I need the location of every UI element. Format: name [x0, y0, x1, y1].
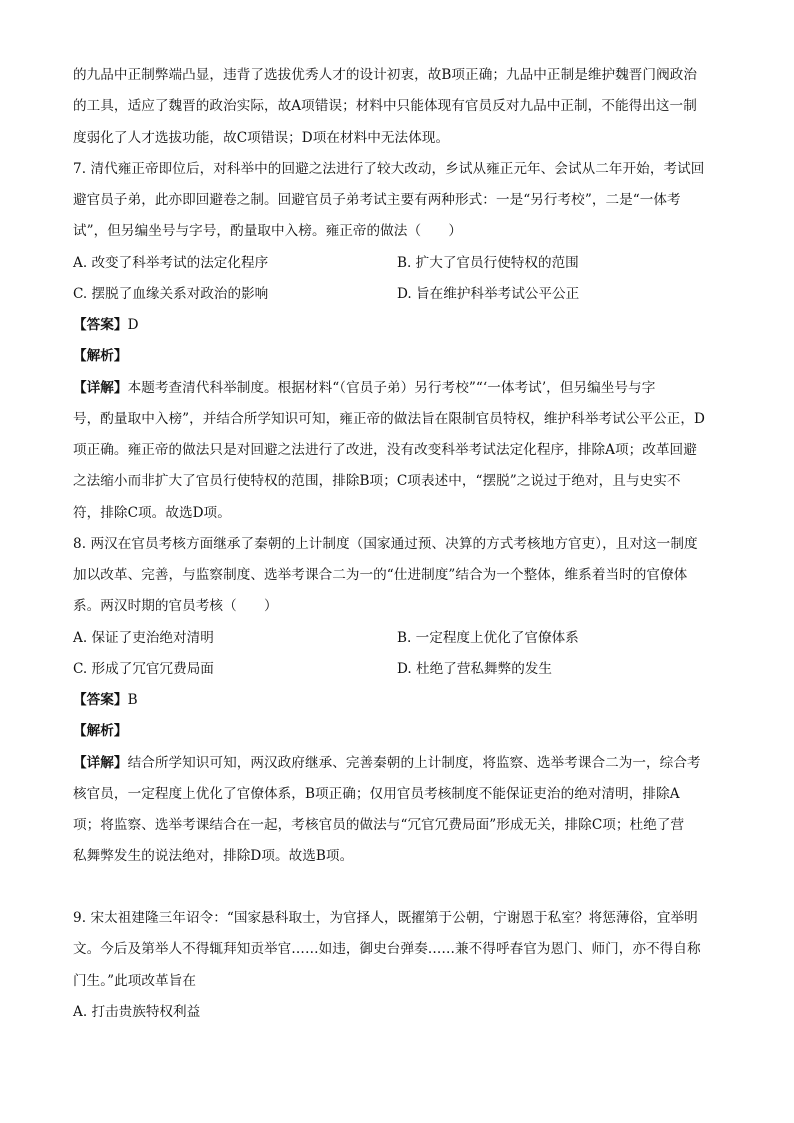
q8-option-a: A. 保证了吏治绝对清明 [73, 630, 214, 646]
q7-detail-tag: 【详解】 [73, 380, 128, 396]
q7-analysis-heading [73, 346, 723, 366]
q8-detail-text-1: 结合所学知识可知，两汉政府继承、完善秦朝的上计制度，将监察、选举考课合二为一，综合考 [127, 755, 701, 771]
q8-detail-line-1 [73, 753, 723, 773]
q7-detail-line-4: 之法缩小而非扩大了官员行使特权的范围，排除B项；C项表述中，“摆脱”之说过于绝对，且与史实不 [73, 473, 681, 489]
q7-detail-text-1: 本题考查清代科举制度。根据材料“（官员子弟）另行考校”“‘一体考试’，但另编坐号与字 [127, 380, 656, 396]
q8-answer [73, 690, 723, 710]
q8-detail-line-4: 私舞弊发生的说法绝对，排除D项。故选B项。 [73, 848, 354, 864]
q7-detail-line-5: 符，排除C项。故选D项。 [73, 505, 231, 521]
q7-stem-line-1: 7. 清代雍正帝即位后，对科举中的回避之法进行了较大改动，乡试从雍正元年、会试从二年开始，考试回 [73, 161, 705, 177]
q7-option-c: C. 摆脱了血缘关系对政治的影响 [73, 286, 269, 302]
q7-option-b: B. 扩大了官员行使特权的范围 [397, 255, 579, 271]
q7-stem-line-3: 试”，但另编坐号与字号，酌量取中入榜。雍正帝的做法（ ） [73, 223, 463, 239]
q7-answer [73, 315, 723, 335]
q8-option-c: C. 形成了冗官冗费局面 [73, 661, 214, 677]
q8-stem-line-2: 加以改革、完善，与监察制度、选举考课合二为一的“仕进制度”结合为一个整体，维系着当时的官僚体 [73, 567, 688, 583]
intro-line-3: 度弱化了人才选拔功能，故C项错误；D项在材料中无法体现。 [73, 130, 450, 146]
q9-option-a: A. 打击贵族特权利益 [73, 1004, 201, 1020]
q7-stem-line-2: 避官员子弟，此亦即回避卷之制。回避官员子弟考试主要有两种形式：一是“另行考校”，二是“一体考 [73, 192, 681, 208]
q7-option-d: D. 旨在维护科举考试公平公正 [397, 286, 580, 302]
q9-stem-line-2: 文。今后及第举人不得辄拜知贡举官……如违，御史台弹奏……兼不得呼春官为恩门、师门，亦不得自称 [73, 941, 701, 957]
q9-stem-line-3: 门生。”此项改革旨在 [73, 973, 196, 989]
q8-option-b: B. 一定程度上优化了官僚体系 [397, 630, 579, 646]
q8-detail-line-2: 核官员，一定程度上优化了官僚体系，B项正确；仅用官员考核制度不能保证吏治的绝对清明，排除A [73, 786, 680, 802]
q8-detail-line-3: 项；将监察、选举考课结合在一起，考核官员的做法与“冗官冗费局面”形成无关，排除C项；杜绝了营 [73, 817, 685, 833]
q7-answer-tag: 【答案】 [73, 317, 128, 333]
q7-answer-value: D [127, 317, 139, 333]
q9-stem-line-1: 9. 宋太祖建隆三年诏令：“国家悬科取士，为官择人，既擢第于公朝，宁谢恩于私室？将惩薄俗，宜举明 [73, 910, 698, 926]
q7-option-a: A. 改变了科举考试的法定化程序 [73, 255, 269, 271]
q8-option-d: D. 杜绝了营私舞弊的发生 [397, 661, 552, 677]
intro-line-1: 的九品中正制弊端凸显，违背了选拔优秀人才的设计初衷，故B项正确；九品中正制是维护魏晋门阀政治 [73, 67, 698, 83]
q8-analysis-heading [73, 721, 723, 741]
q8-answer-value: B [127, 692, 138, 708]
q8-analysis-tag: 【解析】 [73, 723, 128, 739]
q8-answer-tag: 【答案】 [73, 692, 128, 708]
q7-detail-line-3: 项正确。雍正帝的做法只是对回避之法进行了改进，没有改变科举考试法定化程序，排除A项；改革回避 [73, 442, 697, 458]
q7-analysis-tag: 【解析】 [73, 348, 128, 364]
q8-stem-line-3: 系。两汉时期的官员考核（ ） [73, 598, 278, 614]
intro-line-2: 的工具，适应了魏晋的政治实际，故A项错误；材料中只能体现有官员反对九品中正制，不能得出这一制 [73, 98, 697, 114]
q7-detail-line-1 [73, 378, 723, 398]
q8-detail-tag: 【详解】 [73, 755, 128, 771]
q7-detail-line-2: 号，酌量取中入榜”，并结合所学知识可知，雍正帝的做法旨在限制官员特权，维护科举考试公平公正，D [73, 411, 705, 427]
q8-stem-line-1: 8. 两汉在官员考核方面继承了秦朝的上计制度（国家通过预、决算的方式考核地方官吏），且对这一制度 [73, 536, 698, 552]
